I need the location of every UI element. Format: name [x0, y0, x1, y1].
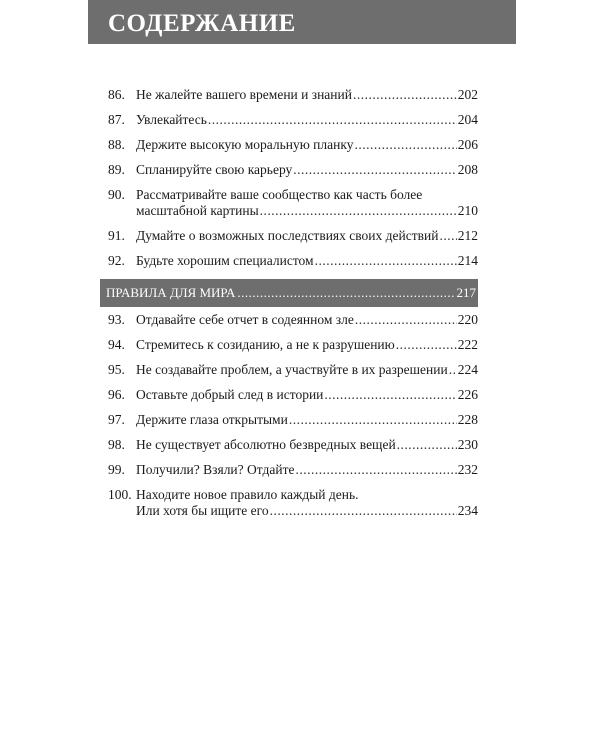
entry-title: Получили? Взяли? Отдайте: [136, 462, 295, 477]
leader-dots: [449, 362, 457, 378]
leader-dots: [439, 228, 456, 244]
entry-title: Находите новое правило каждый день.: [136, 487, 359, 502]
entry-page-number: 232: [457, 462, 478, 477]
entry-number: 97.: [108, 412, 125, 427]
entry-title: Стремитесь к созиданию, а не к разрушению: [136, 337, 395, 352]
toc-entry[interactable]: [108, 412, 478, 428]
leader-dots: [353, 87, 457, 103]
section-heading-rules-for-world[interactable]: [100, 279, 478, 307]
page-title: СОДЕРЖАНИЕ: [108, 10, 296, 37]
leader-dots: [397, 437, 457, 453]
toc-group-2: [108, 312, 478, 528]
entry-title: Держите глаза открытыми: [136, 412, 288, 427]
entry-page-number: 220: [457, 312, 478, 327]
leader-dots: [208, 112, 457, 128]
toc-entry[interactable]: [108, 87, 478, 103]
toc-entry[interactable]: [108, 312, 478, 328]
entry-number: 94.: [108, 337, 125, 352]
toc-entry[interactable]: [108, 112, 478, 128]
leader-dots: [260, 203, 457, 219]
toc-entry[interactable]: [108, 487, 478, 519]
entry-page-number: 222: [457, 337, 478, 352]
entry-title: Оставьте добрый след в истории: [136, 387, 324, 402]
toc-entry[interactable]: [108, 387, 478, 403]
entry-number: 88.: [108, 137, 125, 152]
leader-dots: [324, 387, 456, 403]
entry-number: 96.: [108, 387, 125, 402]
entry-number: 89.: [108, 162, 125, 177]
leader-dots: [315, 253, 457, 269]
section-title: ПРАВИЛА ДЛЯ МИРА: [106, 285, 236, 300]
leader-dots: [293, 162, 456, 178]
entry-page-number: 206: [457, 137, 478, 152]
toc-entry[interactable]: [108, 253, 478, 269]
entry-page-number: 234: [457, 503, 478, 518]
entry-number: 93.: [108, 312, 125, 327]
entry-page-number: 210: [457, 203, 478, 218]
entry-title: Не жалейте вашего времени и знаний: [136, 87, 352, 102]
entry-number: 100.: [108, 487, 132, 502]
entry-number: 95.: [108, 362, 125, 377]
leader-dots: [289, 412, 457, 428]
entry-page-number: 204: [457, 112, 478, 127]
section-page-number: 217: [456, 285, 476, 300]
entry-title: Не создавайте проблем, а участвуйте в их разрешении: [136, 362, 448, 377]
toc-entry[interactable]: [108, 228, 478, 244]
entry-page-number: 212: [457, 228, 478, 243]
toc-group-1: [108, 87, 478, 278]
entry-number: 86.: [108, 87, 125, 102]
entry-page-number: 228: [457, 412, 478, 427]
entry-title: Спланируйте свою карьеру: [136, 162, 293, 177]
toc-entry[interactable]: [108, 437, 478, 453]
toc-entry[interactable]: [108, 362, 478, 378]
entry-title: Отдавайте себе отчет в содеянном зле: [136, 312, 354, 327]
entry-title: Не существует абсолютно безвредных вещей: [136, 437, 396, 452]
entry-number: 87.: [108, 112, 125, 127]
entry-title: Увлекайтесь: [136, 112, 207, 127]
entry-number: 92.: [108, 253, 125, 268]
entry-title: Рассматривайте ваше сообщество как часть более: [136, 187, 423, 202]
toc-entry[interactable]: [108, 462, 478, 478]
toc-entry[interactable]: [108, 337, 478, 353]
leader-dots: [396, 337, 457, 353]
entry-page-number: 230: [457, 437, 478, 452]
leader-dots: [355, 312, 457, 328]
entry-title: масштабной картины: [136, 203, 259, 218]
chapter-header: [88, 0, 516, 44]
toc-entry[interactable]: [108, 137, 478, 153]
entry-number: 90.: [108, 187, 125, 202]
entry-page-number: 226: [457, 387, 478, 402]
entry-number: 91.: [108, 228, 125, 243]
entry-page-number: 202: [457, 87, 478, 102]
entry-title: Думайте о возможных последствиях своих действий: [136, 228, 439, 243]
leader-dots: [354, 137, 456, 153]
leader-dots: [295, 462, 456, 478]
toc-entry[interactable]: [108, 162, 478, 178]
leader-dots: [270, 503, 457, 519]
entry-title: Или хотя бы ищите его: [136, 503, 269, 518]
entry-page-number: 208: [457, 162, 478, 177]
entry-title: Будьте хорошим специалистом: [136, 253, 314, 268]
entry-title: Держите высокую моральную планку: [136, 137, 354, 152]
toc-entry[interactable]: [108, 187, 478, 219]
entry-number: 98.: [108, 437, 125, 452]
entry-page-number: 224: [457, 362, 478, 377]
entry-page-number: 214: [457, 253, 478, 268]
leader-dots: [237, 279, 454, 307]
entry-number: 99.: [108, 462, 125, 477]
